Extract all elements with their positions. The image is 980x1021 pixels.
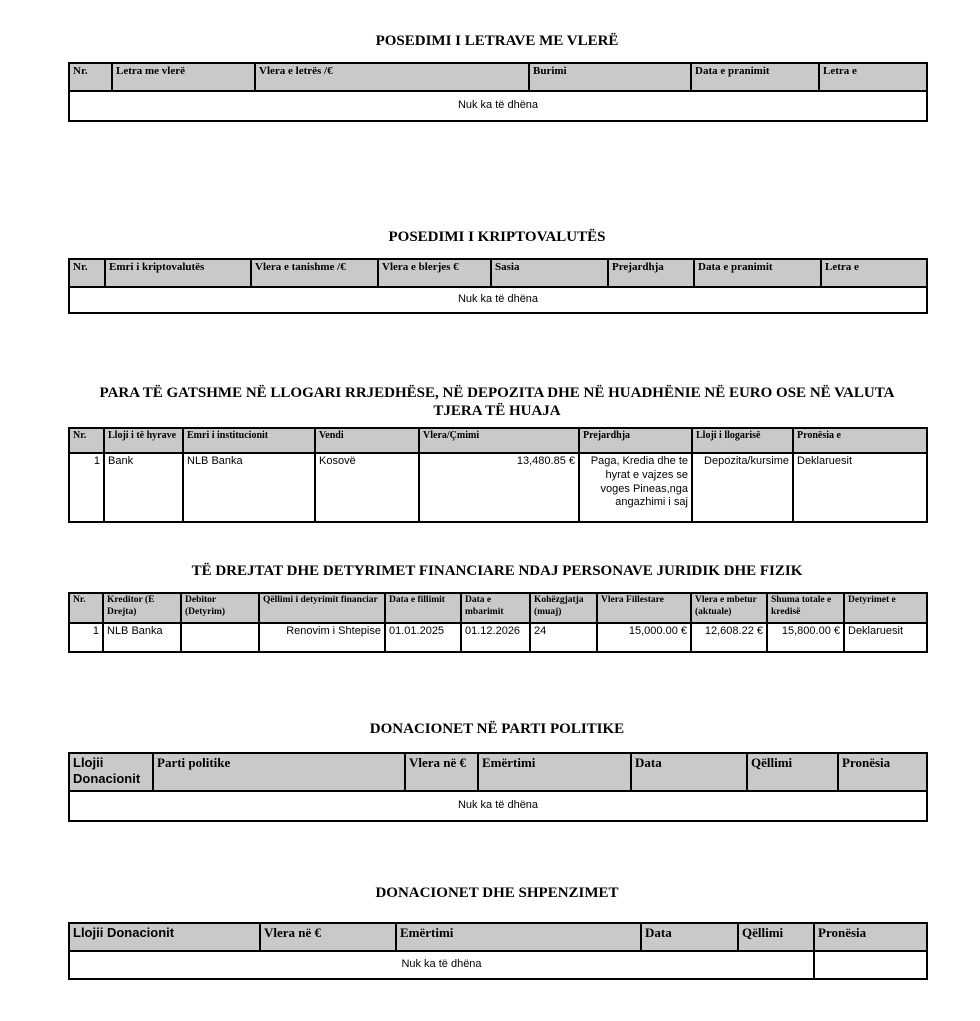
column-header: Pronësia [814, 923, 927, 951]
section-title: DONACIONET NË PARTI POLITIKE [369, 721, 625, 737]
cell-account-type: Depozita/kursime [692, 453, 793, 522]
section-party-donations [68, 720, 926, 822]
cell-obligation-owner: Deklaruesit [844, 623, 927, 652]
column-header: Kohëzgjatja (muaj) [530, 593, 597, 623]
column-header: Sasia [491, 259, 608, 287]
cell-country: Kosovë [315, 453, 419, 522]
section-title: POSEDIMI I KRIPTOVALUTËS [388, 229, 606, 245]
column-header: Data e mbarimit [461, 593, 530, 623]
section-title: POSEDIMI I LETRAVE ME VLERË [375, 33, 619, 49]
cell-ownership: Deklaruesit [793, 453, 927, 522]
cell-nr: 1 [69, 453, 104, 522]
column-header: Lloji i të hyrave [104, 428, 183, 453]
column-header: Debitor (Detyrim) [181, 593, 259, 623]
column-header: Letra me vlerë [112, 63, 255, 91]
cell-debtor [181, 623, 259, 652]
column-header: Vlera e letrës /€ [255, 63, 529, 91]
no-data-cell: Nuk ka të dhëna [69, 287, 927, 313]
cell-creditor: NLB Banka [103, 623, 181, 652]
column-header: Nr. [69, 593, 103, 623]
cryptocurrency-table [68, 258, 928, 314]
column-header: Data [631, 753, 747, 791]
column-header: Data e pranimit [691, 63, 819, 91]
column-header: Burimi [529, 63, 691, 91]
column-header: Parti politike [153, 753, 405, 791]
column-header: Vlera Fillestare [597, 593, 691, 623]
table-header-row [69, 428, 927, 453]
donations-expenses-table [68, 922, 928, 980]
column-header: Data e pranimit [694, 259, 821, 287]
column-header: Emërtimi [478, 753, 631, 791]
column-header: Vlera në € [260, 923, 396, 951]
column-header: Pronësia [838, 753, 927, 791]
section-title: TË DREJTAT DHE DETYRIMET FINANCIARE NDAJ PERSONAVE JURIDIK DHE FIZIK [191, 563, 803, 579]
column-header: Qëllimi [738, 923, 814, 951]
column-header: Emri i kriptovalutës [105, 259, 251, 287]
table-header-row [69, 259, 927, 287]
section-securities [68, 32, 926, 122]
rights-obligations-table [68, 592, 928, 653]
column-header: Lloji i llogarisë [692, 428, 793, 453]
column-header: Prejardhja [608, 259, 694, 287]
no-data-cell: Nuk ka të dhëna [69, 951, 814, 979]
column-header: Detyrimet e [844, 593, 927, 623]
column-header: Data e fillimit [385, 593, 461, 623]
column-header: Kreditor (E Drejta) [103, 593, 181, 623]
cell-purpose: Renovim i Shtepise [259, 623, 385, 652]
cell-remaining-value: 12,608.22 € [691, 623, 767, 652]
table-header-row [69, 63, 927, 91]
column-header: Nr. [69, 428, 104, 453]
table-row [69, 791, 927, 821]
section-donations-expenses [68, 884, 926, 980]
party-donations-table [68, 752, 928, 822]
section-title: PARA TË GATSHME NË LLOGARI RRJEDHËSE, NË DEPOZITA DHE NË HUADHËNIE NË EURO OSE NË VALUTA TJERA TË HUAJA [99, 385, 895, 419]
cell-origin: Paga, Kredia dhe te hyrat e vajzes se voges Pineas,nga angazhimi i saj [579, 453, 692, 522]
column-header: Vlera e blerjes € [378, 259, 491, 287]
table-row [69, 287, 927, 313]
cell-duration: 24 [530, 623, 597, 652]
table-row [69, 951, 927, 979]
column-header: Vlera e mbetur (aktuale) [691, 593, 767, 623]
column-header: Qëllimi [747, 753, 838, 791]
cell-start-date: 01.01.2025 [385, 623, 461, 652]
cell-end-date: 01.12.2026 [461, 623, 530, 652]
section-cryptocurrency [68, 228, 926, 314]
table-header-row [69, 923, 927, 951]
column-header: Pronësia e [793, 428, 927, 453]
column-header: Emri i institucionit [183, 428, 315, 453]
column-header: Nr. [69, 259, 105, 287]
cell-institution: NLB Banka [183, 453, 315, 522]
section-cash-deposits [68, 384, 926, 523]
section-rights-obligations [68, 562, 926, 653]
column-header: Letra e [819, 63, 927, 91]
table-row [69, 91, 927, 121]
cell-income-type: Bank [104, 453, 183, 522]
cash-deposits-table [68, 427, 928, 523]
column-header: Vlera në € [405, 753, 478, 791]
column-header: Llojii Donacionit [69, 753, 153, 791]
column-header: Letra e [821, 259, 927, 287]
column-header: Shuma totale e kredisë [767, 593, 844, 623]
column-header: Nr. [69, 63, 112, 91]
column-header: Prejardhja [579, 428, 692, 453]
cell-nr: 1 [69, 623, 103, 652]
table-row [69, 453, 927, 522]
column-header: Vendi [315, 428, 419, 453]
securities-table [68, 62, 928, 122]
no-data-cell: Nuk ka të dhëna [69, 791, 927, 821]
no-data-cell: Nuk ka të dhëna [69, 91, 927, 121]
column-header: Vlera/Çmimi [419, 428, 579, 453]
cell-total-credit: 15,800.00 € [767, 623, 844, 652]
column-header: Data [641, 923, 738, 951]
column-header: Vlera e tanishme /€ [251, 259, 378, 287]
table-row [69, 623, 927, 652]
empty-cell [814, 951, 927, 979]
table-header-row [69, 753, 927, 791]
column-header: Llojii Donacionit [69, 923, 260, 951]
column-header: Qëllimi i detyrimit financiar [259, 593, 385, 623]
cell-value: 13,480.85 € [419, 453, 579, 522]
section-title: DONACIONET DHE SHPENZIMET [375, 885, 619, 901]
cell-initial-value: 15,000.00 € [597, 623, 691, 652]
column-header: Emërtimi [396, 923, 641, 951]
table-header-row [69, 593, 927, 623]
